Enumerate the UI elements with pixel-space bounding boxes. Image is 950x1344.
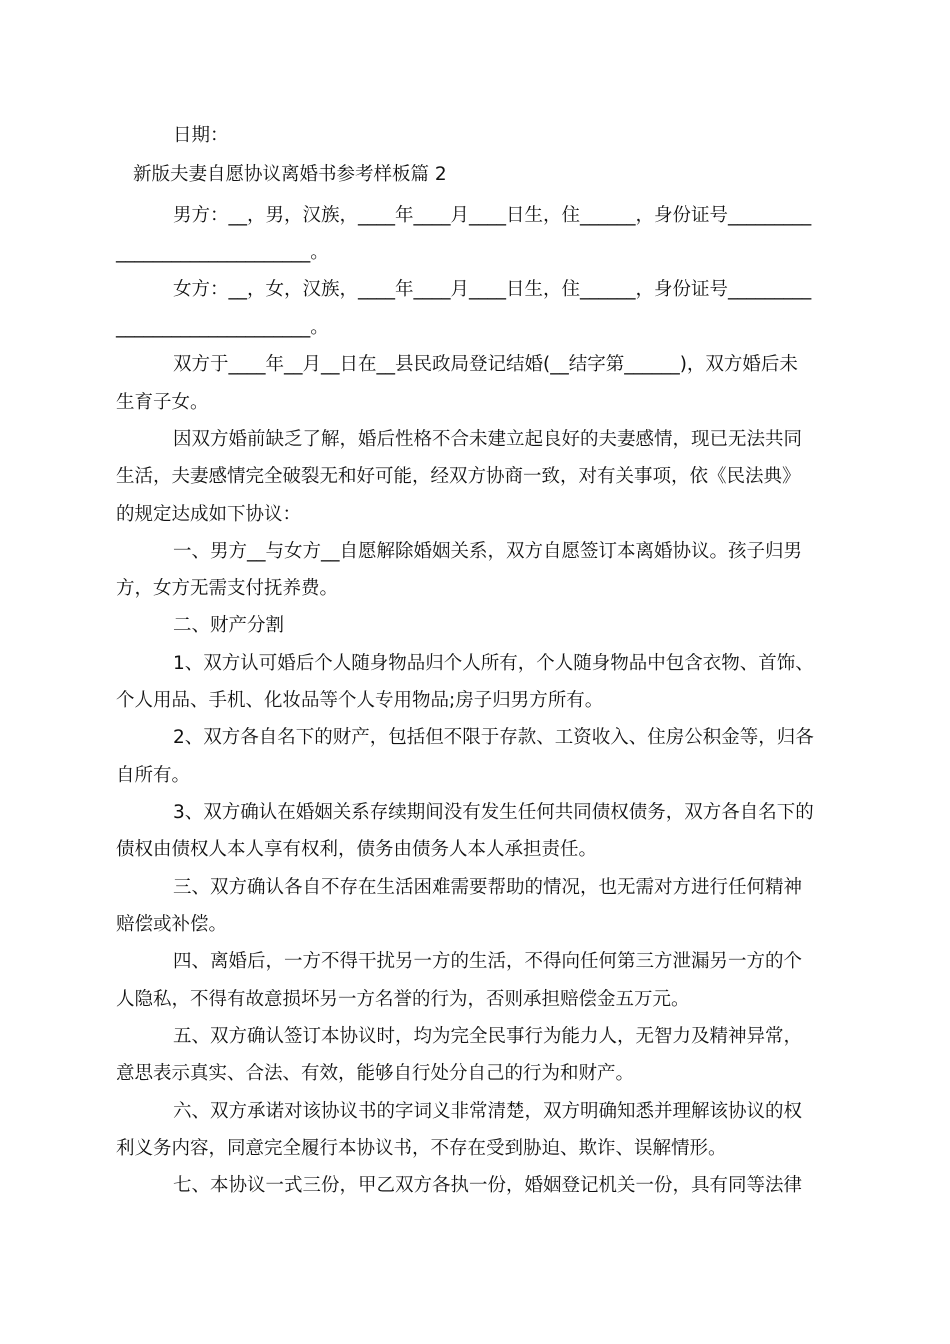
text-line: 因双方婚前缺乏了解，婚后性格不合未建立起良好的夫妻感情，现已无法共同 xyxy=(173,429,803,450)
text-line: 男方：__，男，汉族，____年____月____日生，住______，身份证号_________ xyxy=(173,205,812,226)
text-line: 3、双方确认在婚姻关系存续期间没有发生任何共同债权债务，双方各自名下的 xyxy=(173,802,814,823)
text-line: 赔偿或补偿。 xyxy=(116,914,228,935)
text-line: 生活，夫妻感情完全破裂无和好可能，经双方协商一致，对有关事项，依《民法典》 xyxy=(116,466,801,487)
date-label: 日期： xyxy=(173,125,229,146)
text-line: 方，女方无需支付抚养费。 xyxy=(116,578,339,599)
text-line: 债权由债权人本人享有权利，债务由债务人本人承担责任。 xyxy=(116,839,598,860)
text-line: _____________________。 xyxy=(116,242,329,263)
text-line: 双方于____年__月__日在__县民政局登记结婚(__结字第______)，双方婚后未 xyxy=(173,354,798,375)
text-line: 的规定达成如下协议： xyxy=(116,504,302,525)
text-line: 三、双方确认各自不存在生活困难需要帮助的情况，也无需对方进行任何精神 xyxy=(173,877,803,898)
text-line: 五、双方确认签订本协议时，均为完全民事行为能力人，无智力及精神异常， xyxy=(173,1026,803,1047)
text-line: 一、男方__与女方__自愿解除婚姻关系，双方自愿签订本离婚协议。孩子归男 xyxy=(173,541,803,562)
text-line: 2、双方各自名下的财产，包括但不限于存款、工资收入、住房公积金等，归各 xyxy=(173,727,814,748)
text-line: 生育子女。 xyxy=(116,392,209,413)
text-line: 利义务内容，同意完全履行本协议书，不存在受到胁迫、欺诈、误解情形。 xyxy=(116,1138,727,1159)
text-line: 个人用品、手机、化妆品等个人专用物品;房子归男方所有。 xyxy=(116,690,604,711)
text-line: 女方：__，女，汉族，____年____月____日生，住______，身份证号_________ xyxy=(173,279,812,300)
text-line: _____________________。 xyxy=(116,317,329,338)
text-line: 自所有。 xyxy=(116,765,191,786)
text-line: 意思表示真实、合法、有效，能够自行处分自己的行为和财产。 xyxy=(116,1063,635,1084)
text-line: 七、本协议一式三份，甲乙双方各执一份，婚姻登记机关一份，具有同等法律 xyxy=(173,1175,803,1196)
text-line: 四、离婚后，一方不得干扰另一方的生活，不得向任何第三方泄漏另一方的个 xyxy=(173,951,803,972)
document-heading: 新版夫妻自愿协议离婚书参考样板篇 2 xyxy=(133,164,447,185)
text-line: 1、双方认可婚后个人随身物品归个人所有，个人随身物品中包含衣物、首饰、 xyxy=(173,653,814,674)
text-line: 人隐私，不得有故意损坏另一方名誉的行为，否则承担赔偿金五万元。 xyxy=(116,989,690,1010)
text-line: 六、双方承诺对该协议书的字词义非常清楚，双方明确知悉并理解该协议的权 xyxy=(173,1101,803,1122)
text-line: 二、财产分割 xyxy=(173,615,285,636)
